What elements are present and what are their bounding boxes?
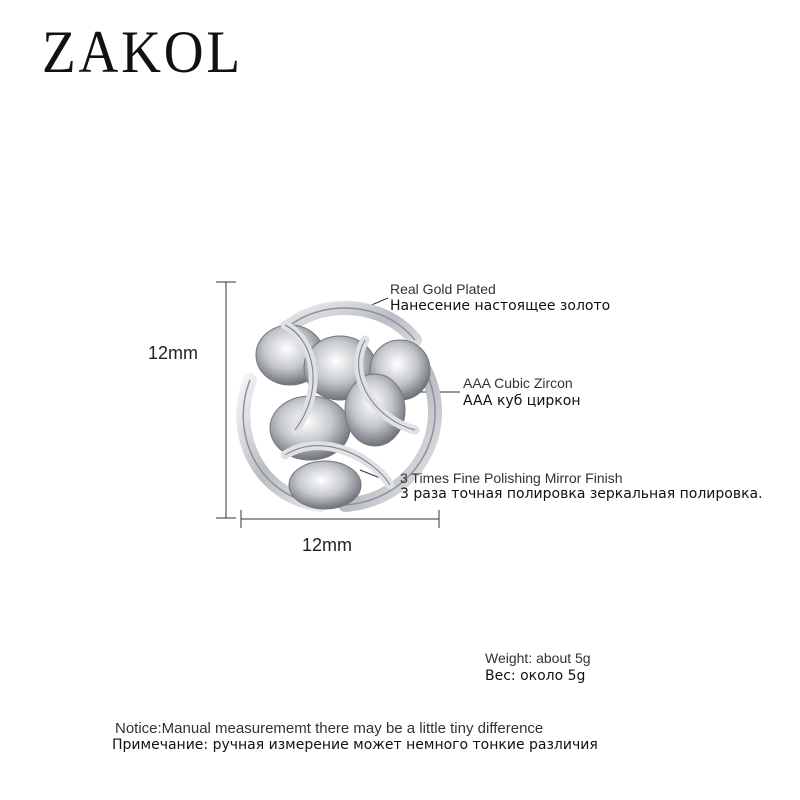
plating-label-ru: Нанесение настоящее золото [390,298,611,314]
weight-label-ru: Вес: около 5g [485,668,586,684]
zircon-label-en: AAA Cubic Zircon [463,375,573,391]
notice-label-en: Notice:Manual measurememt there may be a little tiny difference [115,720,544,737]
notice-label-ru: Примечание: ручная измерение может немного тонкие различия [112,737,598,753]
finish-label-en: 3 Times Fine Polishing Mirror Finish [400,470,623,486]
plating-label-en: Real Gold Plated [390,281,496,297]
brand-logo: ZAKOL [42,19,243,85]
zircon-label-ru: AAA куб циркон [463,393,581,409]
height-dimension-label: 12mm [148,343,199,363]
width-dimension-label: 12mm [302,535,353,555]
weight-label-en: Weight: about 5g [485,650,591,666]
finish-label-ru: 3 раза точная полировка зеркальная полировка. [400,486,763,502]
